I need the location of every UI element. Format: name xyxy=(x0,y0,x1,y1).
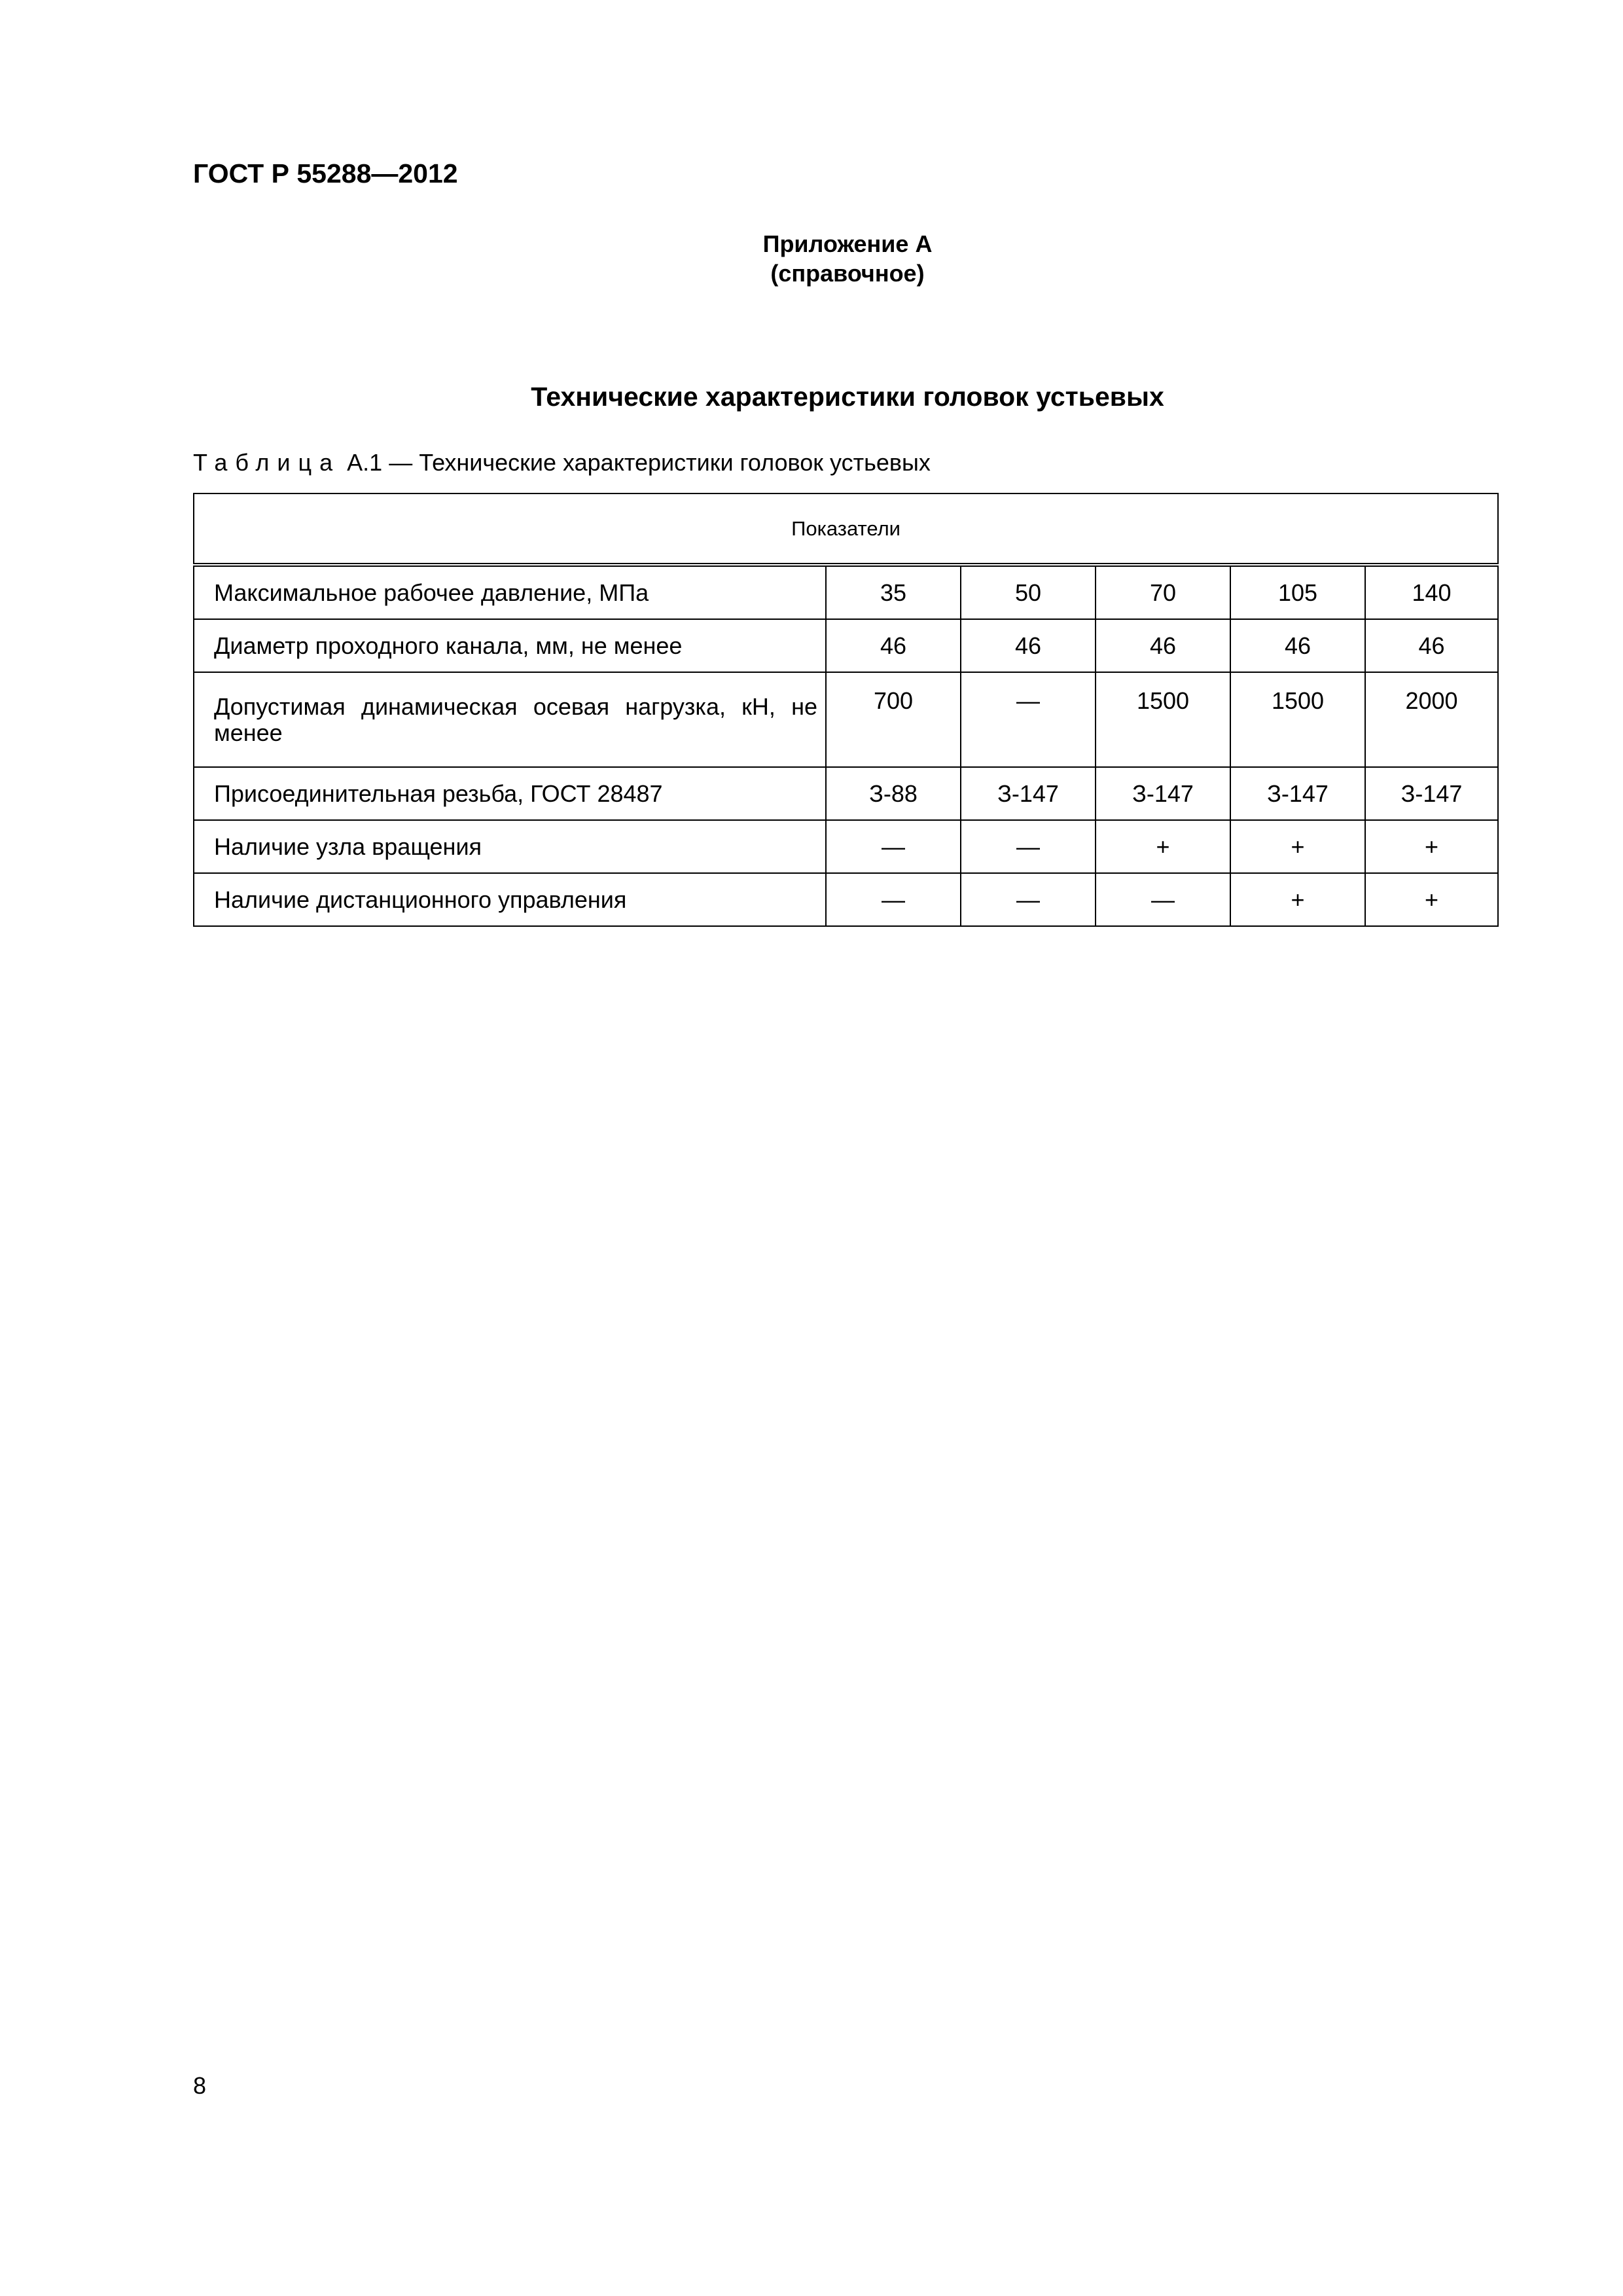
table-header: Показатели xyxy=(194,493,1498,565)
table-cell: — xyxy=(961,672,1096,767)
table-cell: 46 xyxy=(961,619,1096,672)
table-cell: 46 xyxy=(1230,619,1365,672)
appendix-title: Приложение А xyxy=(762,230,933,257)
table-row xyxy=(194,820,1498,873)
table-caption xyxy=(193,449,931,476)
specifications-table xyxy=(193,493,1499,927)
table-row xyxy=(194,619,1498,672)
parameter-label: Наличие узла вращения xyxy=(194,820,826,873)
parameter-label: Допустимая динамическая осевая нагрузка, кН, не менее xyxy=(194,672,826,767)
table-row xyxy=(194,767,1498,820)
table-cell: 46 xyxy=(1096,619,1230,672)
table-cell: 2000 xyxy=(1365,672,1498,767)
appendix-note: (справочное) xyxy=(770,260,925,287)
page-number: 8 xyxy=(193,2072,207,2099)
table-cell: — xyxy=(961,873,1096,926)
table-caption-text: А.1 — Технические характеристики головок устьевых xyxy=(340,449,931,476)
table-row xyxy=(194,565,1498,619)
table-cell: + xyxy=(1096,820,1230,873)
table-header-row xyxy=(194,493,1498,565)
table-cell: 1500 xyxy=(1096,672,1230,767)
table-cell: + xyxy=(1230,820,1365,873)
table-cell: — xyxy=(826,873,961,926)
table-cell: 35 xyxy=(826,565,961,619)
table-cell: + xyxy=(1365,820,1498,873)
table-caption-word: Таблица xyxy=(193,449,341,476)
table-cell: З-88 xyxy=(826,767,961,820)
table-cell: + xyxy=(1230,873,1365,926)
table-cell: — xyxy=(826,820,961,873)
table-cell: 70 xyxy=(1096,565,1230,619)
table-cell: — xyxy=(1096,873,1230,926)
table-cell: З-147 xyxy=(961,767,1096,820)
table-cell: + xyxy=(1365,873,1498,926)
parameter-label: Максимальное рабочее давление, МПа xyxy=(194,565,826,619)
table-cell: 105 xyxy=(1230,565,1365,619)
table-row xyxy=(194,873,1498,926)
table-cell: 1500 xyxy=(1230,672,1365,767)
table-cell: З-147 xyxy=(1096,767,1230,820)
parameter-label: Диаметр проходного канала, мм, не менее xyxy=(194,619,826,672)
table-cell: З-147 xyxy=(1230,767,1365,820)
table-cell: 700 xyxy=(826,672,961,767)
document-code: ГОСТ Р 55288—2012 xyxy=(193,158,458,188)
table-cell: 46 xyxy=(826,619,961,672)
table-cell: — xyxy=(961,820,1096,873)
table-cell: 50 xyxy=(961,565,1096,619)
section-title: Технические характеристики головок устьевых xyxy=(531,382,1164,412)
parameter-label: Наличие дистанционного управления xyxy=(194,873,826,926)
parameter-label: Присоединительная резьба, ГОСТ 28487 xyxy=(194,767,826,820)
table-cell: 46 xyxy=(1365,619,1498,672)
table-cell: З-147 xyxy=(1365,767,1498,820)
table-cell: 140 xyxy=(1365,565,1498,619)
table-row xyxy=(194,672,1498,767)
